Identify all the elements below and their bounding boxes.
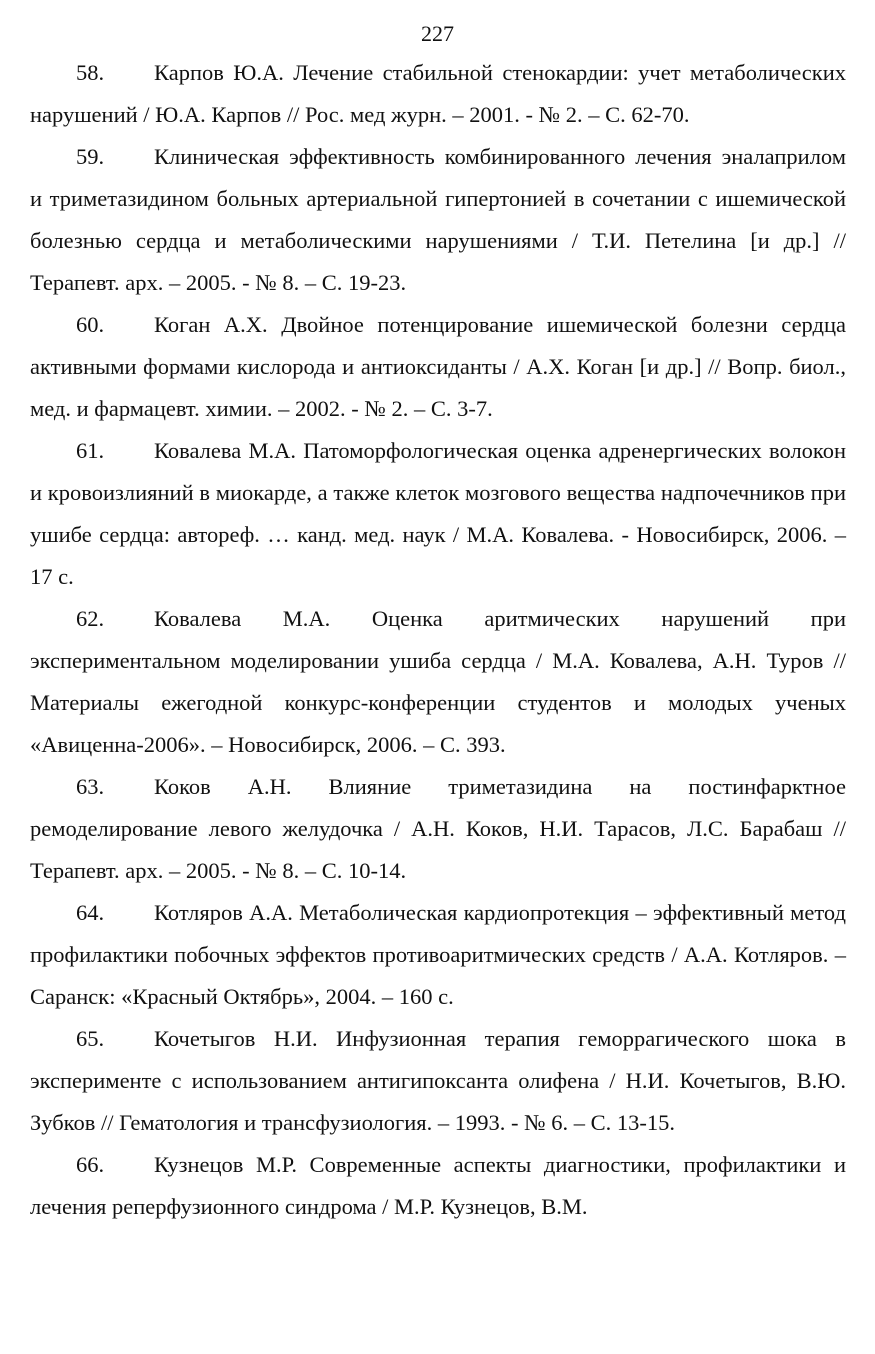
reference-item [30, 1144, 846, 1228]
reference-number: 59. [76, 144, 105, 169]
reference-number: 60. [76, 312, 105, 337]
reference-item [30, 766, 846, 892]
reference-text: Кузнецов М.Р. Современные аспекты диагностики, профилактики и лечения реперфузионного синдрома / М.Р. Кузнецов, В.М. [30, 1152, 846, 1219]
reference-number: 66. [76, 1152, 105, 1177]
reference-number: 63. [76, 774, 105, 799]
reference-number: 61. [76, 438, 105, 463]
reference-item [30, 1018, 846, 1144]
reference-number: 58. [76, 60, 105, 85]
reference-number: 65. [76, 1026, 105, 1051]
reference-text: Котляров А.А. Метаболическая кардиопротекция – эффективный метод профилактики побочных эффектов противоаритмических средств / А.А. Котляров. – Саранск: «Красный Октябрь», 2004. – 160 с. [30, 900, 846, 1009]
reference-text: Ковалева М.А. Оценка аритмических нарушений при экспериментальном моделировании ушиба сердца / М.А. Ковалева, А.Н. Туров // Материалы ежегодной конкурс-конференции студентов и молодых ученых «Авиценна-2006». – Новосибирск, 2006. – С. 393. [30, 606, 846, 757]
reference-text: Ковалева М.А. Патоморфологическая оценка адренергических волокон и кровоизлияний в миокарде, а также клеток мозгового вещества надпочечников при ушибе сердца: автореф. … канд. мед. наук / М.А. Ковалева. - Новосибирск, 2006. – 17 с. [30, 438, 846, 589]
reference-text: Карпов Ю.А. Лечение стабильной стенокардии: учет метаболических нарушений / Ю.А. Карпов // Рос. мед журн. – 2001. - № 2. – С. 62-70. [30, 60, 846, 127]
reference-item [30, 598, 846, 766]
reference-text: Коган А.Х. Двойное потенцирование ишемической болезни сердца активными формами кислорода и антиоксиданты / А.Х. Коган [и др.] // Вопр. биол., мед. и фармацевт. химии. – 2002. - № 2. – С. 3-7. [30, 312, 846, 421]
reference-list [30, 52, 846, 1228]
page-number: 227 [421, 21, 454, 46]
reference-item [30, 430, 846, 598]
reference-item [30, 892, 846, 1018]
reference-item [30, 304, 846, 430]
reference-text: Клиническая эффективность комбинированного лечения эналаприлом и триметазидином больных артериальной гипертонией в сочетании с ишемической болезнью сердца и метаболическими нарушениями / Т.И. Петелина [и др.] // Терапевт. арх. – 2005. - № 8. – С. 19-23. [30, 144, 846, 295]
reference-number: 64. [76, 900, 105, 925]
reference-text: Коков А.Н. Влияние триметазидина на постинфарктное ремоделирование левого желудочка / А.Н. Коков, Н.И. Тарасов, Л.С. Барабаш // Терапевт. арх. – 2005. - № 8. – С. 10-14. [30, 774, 846, 883]
reference-number: 62. [76, 606, 105, 631]
reference-item [30, 52, 846, 136]
reference-item [30, 136, 846, 304]
reference-text: Кочетыгов Н.И. Инфузионная терапия геморрагического шока в эксперименте с использованием антигипоксанта олифена / Н.И. Кочетыгов, В.Ю. Зубков // Гематология и трансфузиология. – 1993. - № 6. – С. 13-15. [30, 1026, 846, 1135]
